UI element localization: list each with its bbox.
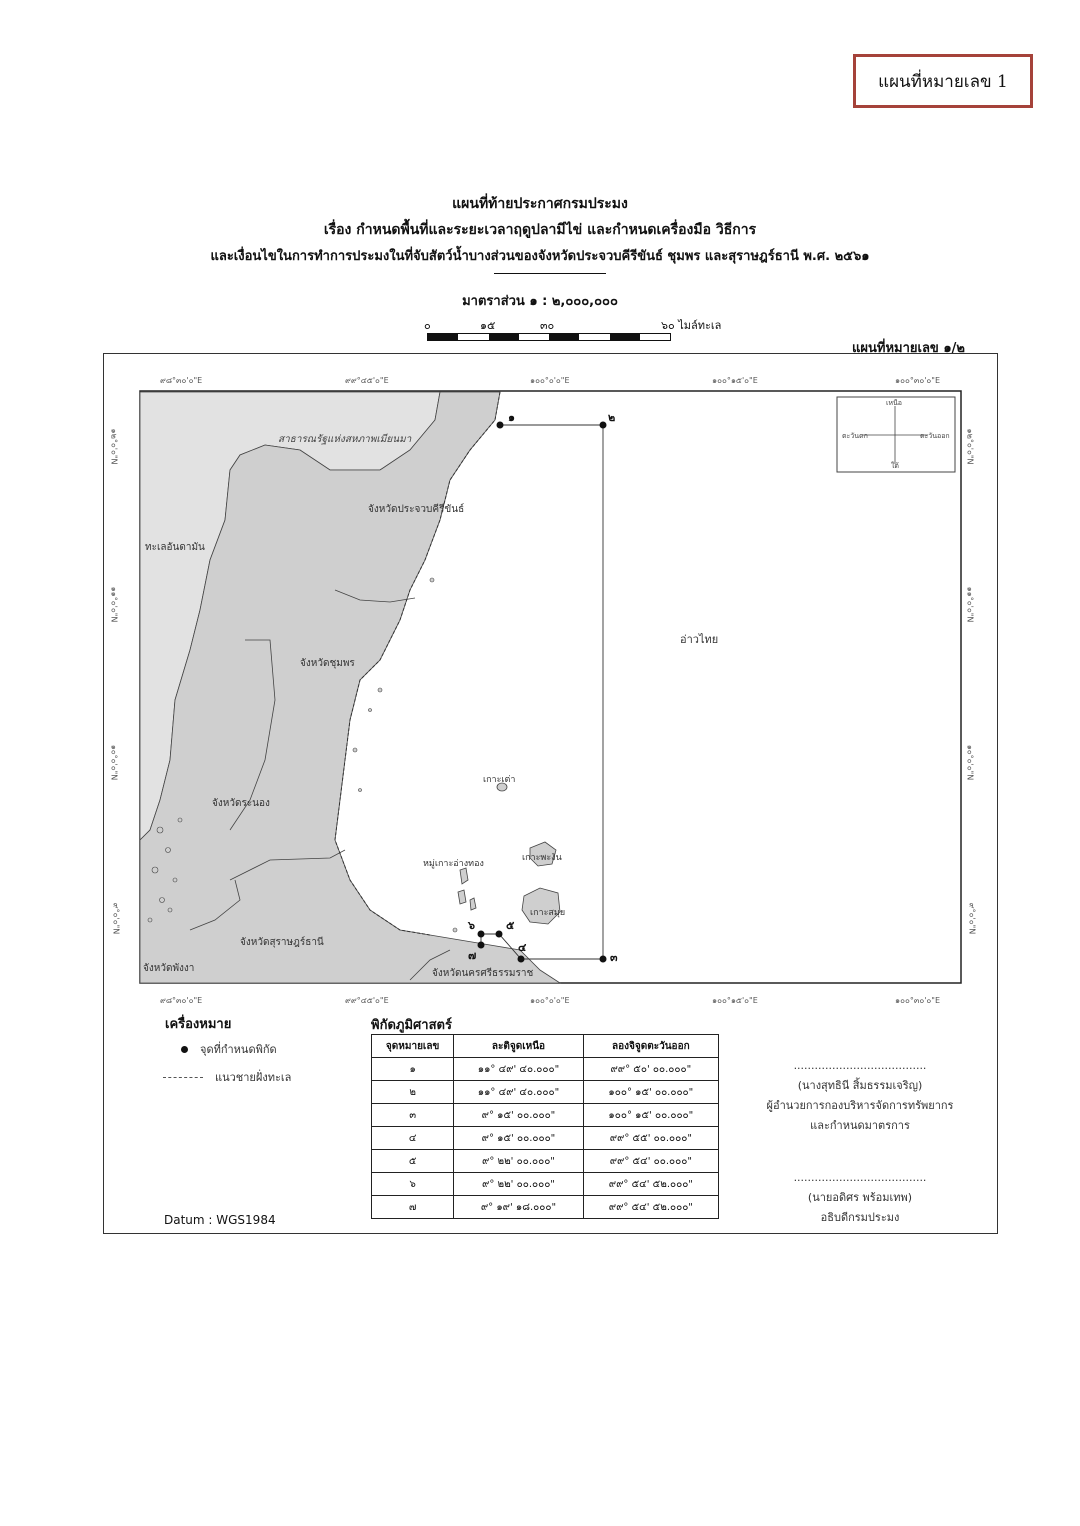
signature-block-1 [735,1056,985,1136]
point-label-2: ๒ [608,411,616,424]
cell-lon: ๙๙° ๕๐' ๐๐.๐๐๐" [583,1058,718,1081]
table-row [372,1104,719,1127]
cell-lon: ๙๙° ๕๔' ๐๐.๐๐๐" [583,1150,718,1173]
lon-tick-bottom-3: ๑๐๐°๐'๐"E [530,996,570,1005]
south-label: ใต้ [891,462,899,470]
map-number-badge: แผนที่หมายเลข 1 [853,54,1033,108]
point-symbol-icon [181,1046,188,1053]
signatory-position: ผู้อำนวยการกองบริหารจัดการทรัพยากร [766,1099,954,1112]
lon-tick-top-4: ๑๐๐°๑๕'๐"E [712,376,758,385]
point-label-1: ๑ [508,411,515,424]
label-myanmar: สาธารณรัฐแห่งสหภาพเมียนมา [278,434,412,445]
scale-label-15: ๑๕ [480,319,496,332]
cell-lat: ๙° ๒๒' ๐๐.๐๐๐" [454,1173,583,1196]
cell-lat: ๙° ๑๙' ๑๘.๐๐๐" [454,1196,583,1219]
coastline-symbol-icon [163,1077,203,1078]
coords-header-lat: ละติจูดเหนือ [454,1035,583,1058]
lon-tick-top-3: ๑๐๐°๐'๐"E [530,376,570,385]
scale-label-0: ๐ [424,319,431,332]
signatory-name: (นางสุทธินี สิ้มธรรมเจริญ) [797,1079,923,1092]
lat-tick-left-3: ๑๐°๐'๐"N [109,744,119,781]
lat-tick-right-2: ๑๑°๐'๐"N [965,586,975,623]
lon-tick-top-5: ๑๐๐°๓๐'๐"E [895,376,941,385]
lat-tick-right-4: ๙°๐'๐"N [967,902,977,935]
coords-title: พิกัดภูมิศาสตร์ [371,1018,452,1033]
legend-item-coastline [163,1068,291,1086]
cell-lon: ๑๐๐° ๑๕' ๐๐.๐๐๐" [583,1081,718,1104]
coords-header-row [372,1035,719,1058]
scale-label-60: ๖๐ ไมล์ทะเล [661,319,722,332]
sheet-number: แผนที่หมายเลข ๑/๒ [852,341,965,356]
signatory-position-line-2: และกำหนดมาตรการ [810,1119,910,1132]
scale-label-30: ๓๐ [540,319,555,332]
point-label-7: ๗ [468,949,477,962]
datum-label: Datum : WGS1984 [164,1213,276,1227]
table-row [372,1150,719,1173]
signatory-name: (นายอดิศร พร้อมเทพ) [807,1191,913,1204]
signatory-position: อธิบดีกรมประมง [820,1211,900,1224]
point-label-5: ๕ [506,919,515,932]
label-ko-tao: เกาะเต่า [483,775,516,785]
legend-title: เครื่องหมาย [165,1017,232,1032]
cell-lon: ๙๙° ๕๔' ๕๒.๐๐๐" [583,1196,718,1219]
cell-point: ๔ [372,1127,454,1150]
coords-header-point: จุดหมายเลข [372,1035,454,1058]
label-ranong: จังหวัดระนอง [212,798,270,809]
point-label-6: ๖ [468,919,475,932]
label-andaman-sea: ทะเลอันดามัน [145,542,205,553]
point-label-4: ๔ [518,941,527,954]
cell-lat: ๙° ๑๕' ๐๐.๐๐๐" [454,1127,583,1150]
lon-tick-top-2: ๙๙°๔๕'๐"E [345,376,389,385]
cell-lat: ๙° ๑๕' ๐๐.๐๐๐" [454,1104,583,1127]
cell-point: ๕ [372,1150,454,1173]
label-ang-thong: หมู่เกาะอ่างทอง [423,859,484,869]
label-ko-phangan: เกาะพะงัน [522,853,562,863]
coords-header-lon: ลองจิจูดตะวันออก [583,1035,718,1058]
title-line-2: เรื่อง กำหนดพื้นที่และระยะเวลาฤดูปลามีไข่ และกำหนดเครื่องมือ วิธีการ [323,222,757,238]
cell-lat: ๑๑° ๔๙' ๔๐.๐๐๐" [454,1058,583,1081]
coords-table [371,1034,719,1219]
cell-lat: ๙° ๒๒' ๐๐.๐๐๐" [454,1150,583,1173]
legend-point-label: จุดที่กำหนดพิกัด [200,1043,277,1056]
legend-coastline-label: แนวชายฝั่งทะเล [215,1071,292,1084]
signature-line: ...................................... [793,1059,927,1072]
table-row [372,1058,719,1081]
cell-point: ๓ [372,1104,454,1127]
label-prachuap: จังหวัดประจวบคีรีขันธ์ [368,504,465,515]
label-phang-nga: จังหวัดพังงา [143,963,195,974]
lon-tick-bottom-4: ๑๐๐°๑๕'๐"E [712,996,758,1005]
lat-tick-right-1: ๑๒°๐'๐"N [965,428,975,465]
title-line-3: และเงื่อนไขในการทำการประมงในที่จับสัตว์น้ำบางส่วนของจังหวัดประจวบคีรีขันธ์ ชุมพร และสุราษฎร์ธานี พ.ศ. ๒๕๖๑ [210,249,870,264]
east-label: ตะวันออก [920,432,950,440]
cell-lat: ๑๑° ๔๙' ๔๐.๐๐๐" [454,1081,583,1104]
label-chumphon: จังหวัดชุมพร [300,658,355,669]
lon-tick-top-1: ๙๘°๓๐'๐"E [160,376,203,385]
table-row [372,1081,719,1104]
table-row [372,1173,719,1196]
scale-text: มาตราส่วน ๑ : ๒,๐๐๐,๐๐๐ [462,294,618,309]
label-ko-samui: เกาะสมุย [530,908,566,918]
lat-tick-left-2: ๑๑°๐'๐"N [109,586,119,623]
cell-lon: ๙๙° ๕๕' ๐๐.๐๐๐" [583,1127,718,1150]
cell-lon: ๙๙° ๕๔' ๕๒.๐๐๐" [583,1173,718,1196]
cell-point: ๗ [372,1196,454,1219]
lat-tick-left-4: ๙°๐'๐"N [111,902,121,935]
table-row [372,1127,719,1150]
point-label-3: ๓ [610,951,618,964]
label-surat-thani: จังหวัดสุราษฎร์ธานี [240,937,324,948]
label-gulf-of-thailand: อ่าวไทย [680,633,719,646]
cell-point: ๒ [372,1081,454,1104]
signature-block-2 [735,1168,985,1228]
lon-tick-bottom-2: ๙๙°๔๕'๐"E [345,996,389,1005]
lat-tick-left-1: ๑๒°๐'๐"N [109,428,119,465]
lon-tick-bottom-5: ๑๐๐°๓๐'๐"E [895,996,941,1005]
title-line-1: แผนที่ท้ายประกาศกรมประมง [452,196,628,212]
label-nakhon-si-thammarat: จังหวัดนครศรีธรรมราช [432,968,534,979]
signature-line: ...................................... [793,1171,927,1184]
table-row [372,1196,719,1219]
lon-tick-bottom-1: ๙๘°๓๐'๐"E [160,996,203,1005]
cell-point: ๑ [372,1058,454,1081]
cell-point: ๖ [372,1173,454,1196]
cell-lon: ๑๐๐° ๑๕' ๐๐.๐๐๐" [583,1104,718,1127]
west-label: ตะวันตก [842,432,868,440]
north-label: เหนือ [886,399,902,407]
legend-item-point [181,1040,277,1058]
lat-tick-right-3: ๑๐°๐'๐"N [965,744,975,781]
